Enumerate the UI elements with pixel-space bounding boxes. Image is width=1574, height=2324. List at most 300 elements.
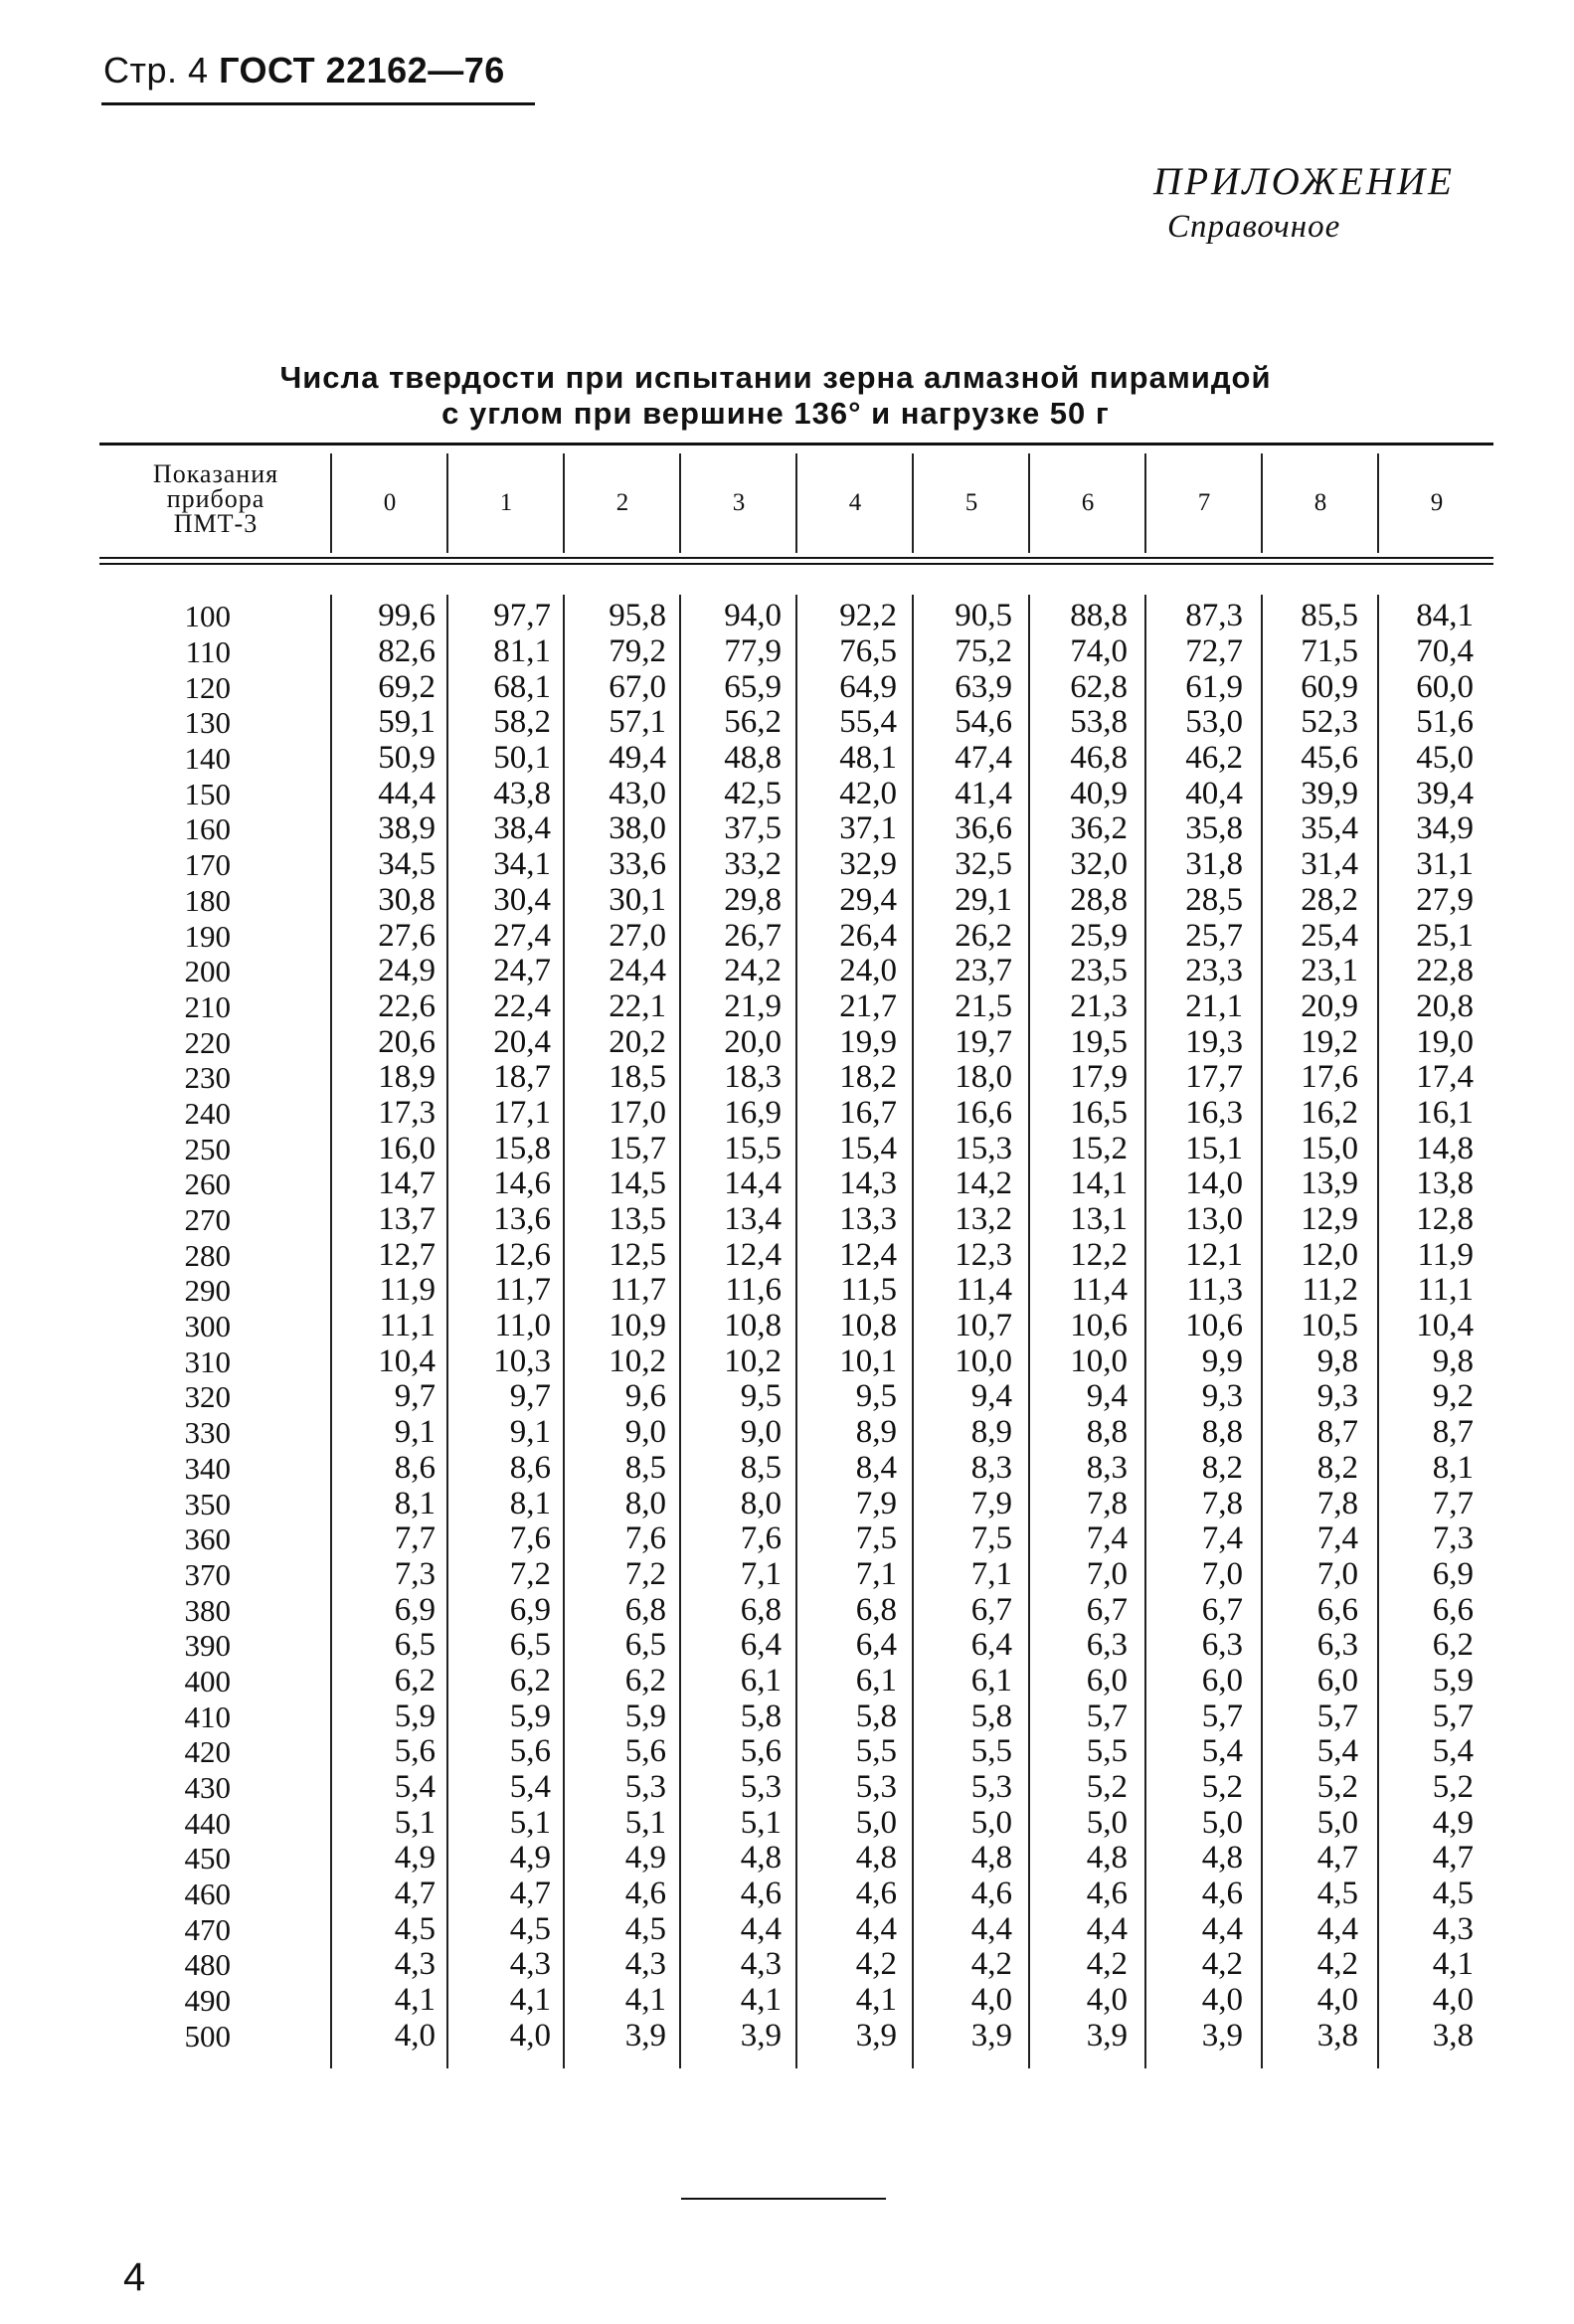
table-row — [99, 989, 1486, 1025]
table-header-rule — [99, 557, 1493, 559]
table-cell: 11,5 — [840, 1272, 897, 1309]
table-cell: 4,6 — [624, 1876, 666, 1912]
table-cell: 4,7 — [1432, 1840, 1474, 1877]
table-cell: 5,1 — [740, 1804, 782, 1841]
table-cell: 16,6 — [955, 1094, 1012, 1131]
row-label: 200 — [184, 954, 231, 989]
table-cell: 12,4 — [724, 1236, 782, 1273]
table-cell: 21,5 — [955, 987, 1012, 1024]
table-cell: 72,7 — [1185, 633, 1243, 670]
table-cell: 8,2 — [1316, 1449, 1358, 1486]
table-cell: 4,1 — [740, 1982, 782, 2019]
table-cell: 22,8 — [1416, 953, 1474, 989]
table-cell: 6,2 — [1432, 1627, 1474, 1664]
row-gap — [231, 1343, 330, 1379]
table-cell: 4,2 — [1201, 1946, 1243, 1983]
row-label: 270 — [184, 1202, 231, 1238]
row-gap — [231, 1237, 330, 1273]
table-cell: 12,4 — [839, 1236, 897, 1273]
table-cell: 7,1 — [855, 1555, 897, 1592]
table-row — [99, 669, 1486, 705]
row-gap — [231, 1805, 330, 1841]
table-cell: 5,2 — [1316, 1769, 1358, 1806]
table-row — [99, 1698, 1486, 1734]
table-cell: 4,7 — [1316, 1840, 1358, 1877]
row-gap — [231, 741, 330, 777]
row-gap — [231, 634, 330, 670]
row-header-line-1: Показания — [152, 459, 279, 488]
table-cell: 10,2 — [724, 1342, 782, 1379]
table-row — [99, 1379, 1486, 1415]
table-cell: 67,0 — [609, 668, 666, 705]
table-cell: 5,2 — [1432, 1769, 1474, 1806]
table-cell: 17,4 — [1416, 1059, 1474, 1096]
table-cell: 76,5 — [839, 633, 897, 670]
table-cell: 4,5 — [624, 1910, 666, 1947]
table-cell: 32,0 — [1070, 846, 1128, 883]
row-label: 260 — [184, 1166, 231, 1202]
table-cell: 25,7 — [1185, 917, 1243, 954]
table-cell: 7,4 — [1201, 1520, 1243, 1557]
table-row — [99, 1841, 1486, 1877]
table-cell: 3,8 — [1316, 2017, 1358, 2054]
table-cell: 4,0 — [970, 1982, 1012, 2019]
table-cell: 9,0 — [740, 1414, 782, 1451]
table-cell: 65,9 — [724, 668, 782, 705]
table-cell: 9,5 — [855, 1378, 897, 1415]
table-cell: 18,3 — [724, 1059, 782, 1096]
table-cell: 7,7 — [1432, 1485, 1474, 1521]
table-cell: 16,0 — [378, 1130, 436, 1166]
table-cell: 4,2 — [1086, 1946, 1128, 1983]
table-cell: 5,6 — [394, 1733, 436, 1770]
table-cell: 56,2 — [724, 704, 782, 741]
table-row — [99, 1947, 1486, 1983]
column-header-8: 8 — [1313, 489, 1327, 516]
page-number: 4 — [123, 2255, 146, 2299]
row-label: 140 — [184, 741, 231, 777]
table-cell: 10,6 — [1070, 1308, 1128, 1344]
table-cell: 5,5 — [855, 1733, 897, 1770]
table-cell: 34,9 — [1416, 810, 1474, 847]
table-cell: 10,0 — [1070, 1342, 1128, 1379]
row-gap — [231, 883, 330, 919]
table-cell: 42,0 — [839, 775, 897, 811]
table-cell: 14,3 — [839, 1165, 897, 1202]
table-cell: 6,5 — [624, 1627, 666, 1664]
table-cell: 7,0 — [1086, 1555, 1128, 1592]
table-row — [99, 1451, 1486, 1487]
table-cell: 9,8 — [1316, 1342, 1358, 1379]
table-cell: 6,3 — [1086, 1627, 1128, 1664]
table-row — [99, 1911, 1486, 1947]
row-gap — [231, 1415, 330, 1451]
table-row — [99, 918, 1486, 954]
table-row — [99, 1664, 1486, 1699]
table-cell: 5,3 — [855, 1769, 897, 1806]
table-cell: 36,2 — [1070, 810, 1128, 847]
table-cell: 4,4 — [740, 1910, 782, 1947]
table-cell: 88,8 — [1070, 598, 1128, 634]
table-row — [99, 954, 1486, 989]
row-gap — [231, 1096, 330, 1132]
table-cell: 5,9 — [624, 1698, 666, 1734]
table-cell: 4,8 — [1201, 1840, 1243, 1877]
table-cell: 42,5 — [724, 775, 782, 811]
table-cell: 36,6 — [955, 810, 1012, 847]
table-cell: 7,8 — [1086, 1485, 1128, 1521]
table-cell: 32,5 — [955, 846, 1012, 883]
table-cell: 9,7 — [394, 1378, 436, 1415]
table-cell: 3,9 — [1086, 2017, 1128, 2054]
table-cell: 17,6 — [1301, 1059, 1358, 1096]
table-cell: 8,3 — [1086, 1449, 1128, 1486]
column-separator — [446, 453, 448, 553]
table-cell: 23,1 — [1301, 953, 1358, 989]
table-cell: 4,9 — [509, 1840, 551, 1877]
row-gap — [231, 1592, 330, 1628]
table-row — [99, 1237, 1486, 1273]
table-cell: 31,4 — [1301, 846, 1358, 883]
table-cell: 82,6 — [378, 633, 436, 670]
row-gap — [231, 705, 330, 741]
hardness-table — [99, 599, 1486, 2054]
table-cell: 29,1 — [955, 881, 1012, 918]
table-cell: 22,4 — [493, 987, 551, 1024]
table-cell: 24,4 — [609, 953, 666, 989]
table-row — [99, 1770, 1486, 1806]
table-cell: 12,7 — [378, 1236, 436, 1273]
table-cell: 8,6 — [509, 1449, 551, 1486]
table-cell: 4,3 — [394, 1946, 436, 1983]
table-cell: 10,6 — [1185, 1308, 1243, 1344]
table-cell: 5,8 — [740, 1698, 782, 1734]
table-cell: 74,0 — [1070, 633, 1128, 670]
table-cell: 48,1 — [839, 740, 897, 777]
column-separator — [795, 453, 797, 553]
table-cell: 7,4 — [1086, 1520, 1128, 1557]
table-cell: 94,0 — [724, 598, 782, 634]
row-label: 170 — [184, 847, 231, 883]
table-cell: 4,2 — [970, 1946, 1012, 1983]
table-cell: 11,1 — [1417, 1272, 1474, 1309]
table-cell: 16,7 — [839, 1094, 897, 1131]
table-cell: 5,3 — [740, 1769, 782, 1806]
table-cell: 11,1 — [379, 1308, 436, 1344]
table-cell: 24,7 — [493, 953, 551, 989]
row-label: 360 — [184, 1521, 231, 1557]
table-cell: 7,0 — [1201, 1555, 1243, 1592]
row-label: 400 — [184, 1663, 231, 1698]
row-gap — [231, 811, 330, 847]
row-gap — [231, 1060, 330, 1096]
table-cell: 5,6 — [740, 1733, 782, 1770]
table-cell: 7,6 — [624, 1520, 666, 1557]
table-cell: 10,2 — [609, 1342, 666, 1379]
table-cell: 46,2 — [1185, 740, 1243, 777]
row-gap — [231, 2019, 330, 2055]
table-cell: 5,0 — [1201, 1804, 1243, 1841]
table-cell: 60,9 — [1301, 668, 1358, 705]
table-cell: 63,9 — [955, 668, 1012, 705]
table-title-line-2: с углом при вершине 136° и нагрузке 50 г — [441, 396, 1110, 431]
table-cell: 25,4 — [1301, 917, 1358, 954]
row-label: 490 — [184, 1983, 231, 2019]
table-cell: 95,8 — [609, 598, 666, 634]
table-cell: 8,3 — [970, 1449, 1012, 1486]
table-cell: 16,5 — [1070, 1094, 1128, 1131]
table-cell: 7,4 — [1316, 1520, 1358, 1557]
table-cell: 4,0 — [509, 2017, 551, 2054]
table-cell: 28,2 — [1301, 881, 1358, 918]
row-gap — [231, 1131, 330, 1166]
table-row — [99, 741, 1486, 777]
table-cell: 6,1 — [970, 1662, 1012, 1698]
row-header-line-2: прибора — [166, 484, 265, 513]
table-cell: 13,0 — [1185, 1201, 1243, 1238]
row-gap — [231, 918, 330, 954]
table-cell: 39,4 — [1416, 775, 1474, 811]
column-header-5: 5 — [964, 489, 978, 516]
table-cell: 17,9 — [1070, 1059, 1128, 1096]
table-cell: 3,9 — [855, 2017, 897, 2054]
table-cell: 21,7 — [839, 987, 897, 1024]
table-cell: 54,6 — [955, 704, 1012, 741]
table-cell: 23,7 — [955, 953, 1012, 989]
table-cell: 20,8 — [1416, 987, 1474, 1024]
row-label: 310 — [184, 1343, 231, 1379]
row-label: 470 — [184, 1911, 231, 1947]
table-row — [99, 1060, 1486, 1096]
row-label: 380 — [184, 1592, 231, 1628]
table-cell: 19,9 — [839, 1023, 897, 1060]
table-row — [99, 1202, 1486, 1238]
table-cell: 18,0 — [955, 1059, 1012, 1096]
table-cell: 38,9 — [378, 810, 436, 847]
row-gap — [231, 1983, 330, 2019]
table-cell: 27,6 — [378, 917, 436, 954]
table-cell: 12,6 — [493, 1236, 551, 1273]
table-top-rule — [99, 443, 1493, 446]
table-cell: 11,7 — [610, 1272, 666, 1309]
table-cell: 18,9 — [378, 1059, 436, 1096]
table-cell: 79,2 — [609, 633, 666, 670]
table-cell: 10,5 — [1301, 1308, 1358, 1344]
table-cell: 5,4 — [1316, 1733, 1358, 1770]
table-cell: 9,2 — [1432, 1378, 1474, 1415]
table-cell: 4,4 — [1201, 1910, 1243, 1947]
table-cell: 9,5 — [740, 1378, 782, 1415]
row-gap — [231, 1877, 330, 1912]
row-label: 100 — [184, 599, 231, 634]
table-cell: 97,7 — [493, 598, 551, 634]
row-gap — [231, 1273, 330, 1309]
table-cell: 58,2 — [493, 704, 551, 741]
row-label: 160 — [184, 811, 231, 847]
table-cell: 15,5 — [724, 1130, 782, 1166]
table-cell: 30,4 — [493, 881, 551, 918]
table-cell: 6,1 — [855, 1662, 897, 1698]
table-cell: 5,9 — [394, 1698, 436, 1734]
table-cell: 4,5 — [394, 1910, 436, 1947]
table-cell: 5,0 — [970, 1804, 1012, 1841]
table-cell: 41,4 — [955, 775, 1012, 811]
row-gap — [231, 1698, 330, 1734]
table-cell: 6,3 — [1201, 1627, 1243, 1664]
table-cell: 69,2 — [378, 668, 436, 705]
table-cell: 5,4 — [1432, 1733, 1474, 1770]
column-header-9: 9 — [1430, 489, 1444, 516]
table-cell: 47,4 — [955, 740, 1012, 777]
row-label: 120 — [184, 669, 231, 705]
table-cell: 8,7 — [1432, 1414, 1474, 1451]
table-cell: 4,0 — [1201, 1982, 1243, 2019]
table-row — [99, 883, 1486, 919]
table-cell: 68,1 — [493, 668, 551, 705]
table-cell: 7,3 — [394, 1555, 436, 1592]
table-cell: 15,7 — [609, 1130, 666, 1166]
table-cell: 19,3 — [1185, 1023, 1243, 1060]
table-cell: 60,0 — [1416, 668, 1474, 705]
row-gap — [231, 1451, 330, 1487]
page-header — [103, 50, 505, 91]
table-cell: 11,9 — [1417, 1236, 1474, 1273]
row-gap — [231, 1947, 330, 1983]
table-cell: 71,5 — [1301, 633, 1358, 670]
table-row — [99, 1592, 1486, 1628]
table-cell: 9,4 — [1086, 1378, 1128, 1415]
row-label: 250 — [184, 1131, 231, 1166]
table-cell: 26,7 — [724, 917, 782, 954]
table-cell: 10,1 — [839, 1342, 897, 1379]
table-cell: 5,8 — [855, 1698, 897, 1734]
row-header-line-3: ПМТ-3 — [173, 509, 259, 538]
table-cell: 4,0 — [1086, 1982, 1128, 2019]
page-ref: Стр. 4 — [103, 50, 209, 90]
table-cell: 5,1 — [394, 1804, 436, 1841]
table-cell: 30,1 — [609, 881, 666, 918]
table-cell: 19,0 — [1416, 1023, 1474, 1060]
table-cell: 8,5 — [624, 1449, 666, 1486]
table-cell: 5,7 — [1432, 1698, 1474, 1734]
row-gap — [231, 1521, 330, 1557]
table-cell: 27,4 — [493, 917, 551, 954]
table-cell: 3,9 — [740, 2017, 782, 2054]
table-cell: 5,6 — [624, 1733, 666, 1770]
table-cell: 5,3 — [970, 1769, 1012, 1806]
table-cell: 12,3 — [955, 1236, 1012, 1273]
table-cell: 13,9 — [1301, 1165, 1358, 1202]
table-cell: 12,5 — [609, 1236, 666, 1273]
row-gap — [231, 1166, 330, 1202]
table-cell: 35,4 — [1301, 810, 1358, 847]
row-label: 130 — [184, 705, 231, 741]
column-separator — [912, 453, 914, 553]
table-cell: 6,2 — [509, 1662, 551, 1698]
table-cell: 13,6 — [493, 1201, 551, 1238]
table-cell: 12,2 — [1070, 1236, 1128, 1273]
table-cell: 9,4 — [970, 1378, 1012, 1415]
row-label: 340 — [184, 1450, 231, 1486]
table-cell: 52,3 — [1301, 704, 1358, 741]
table-cell: 6,7 — [1201, 1591, 1243, 1628]
row-gap — [231, 599, 330, 634]
column-header-1: 1 — [499, 489, 513, 516]
table-cell: 5,1 — [509, 1804, 551, 1841]
table-row — [99, 1628, 1486, 1664]
table-cell: 4,1 — [624, 1982, 666, 2019]
table-cell: 7,5 — [855, 1520, 897, 1557]
table-row — [99, 705, 1486, 741]
table-cell: 10,9 — [609, 1308, 666, 1344]
row-label: 300 — [184, 1309, 231, 1344]
table-cell: 4,6 — [1201, 1876, 1243, 1912]
table-cell: 8,4 — [855, 1449, 897, 1486]
table-cell: 4,5 — [1432, 1876, 1474, 1912]
table-cell: 5,0 — [855, 1804, 897, 1841]
table-cell: 4,1 — [1432, 1946, 1474, 1983]
table-cell: 34,5 — [378, 846, 436, 883]
table-row — [99, 1734, 1486, 1770]
table-cell: 85,5 — [1301, 598, 1358, 634]
table-cell: 8,1 — [1432, 1449, 1474, 1486]
table-cell: 7,6 — [740, 1520, 782, 1557]
table-cell: 7,9 — [970, 1485, 1012, 1521]
table-cell: 50,1 — [493, 740, 551, 777]
table-cell: 50,9 — [378, 740, 436, 777]
table-cell: 49,4 — [609, 740, 666, 777]
table-cell: 7,2 — [509, 1555, 551, 1592]
table-cell: 5,4 — [509, 1769, 551, 1806]
table-cell: 46,8 — [1070, 740, 1128, 777]
table-cell: 61,9 — [1185, 668, 1243, 705]
table-cell: 8,5 — [740, 1449, 782, 1486]
row-label: 370 — [184, 1556, 231, 1592]
table-cell: 6,4 — [970, 1627, 1012, 1664]
table-cell: 55,4 — [839, 704, 897, 741]
table-cell: 5,0 — [1086, 1804, 1128, 1841]
table-cell: 38,4 — [493, 810, 551, 847]
table-cell: 9,6 — [624, 1378, 666, 1415]
row-gap — [231, 1770, 330, 1806]
table-cell: 5,1 — [624, 1804, 666, 1841]
table-cell: 57,1 — [609, 704, 666, 741]
row-label: 430 — [184, 1770, 231, 1806]
table-cell: 21,9 — [724, 987, 782, 1024]
table-cell: 5,4 — [1201, 1733, 1243, 1770]
column-separator — [330, 453, 332, 553]
table-cell: 4,4 — [855, 1910, 897, 1947]
table-cell: 8,7 — [1316, 1414, 1358, 1451]
table-cell: 7,6 — [509, 1520, 551, 1557]
table-cell: 8,0 — [740, 1485, 782, 1521]
table-title-line-1: Числа твердости при испытании зерна алмазной пирамидой — [279, 360, 1272, 395]
table-cell: 5,5 — [970, 1733, 1012, 1770]
table-row — [99, 776, 1486, 811]
row-gap — [231, 776, 330, 811]
table-cell: 12,8 — [1416, 1201, 1474, 1238]
table-cell: 92,2 — [839, 598, 897, 634]
column-header-0: 0 — [383, 489, 397, 516]
column-separator — [1028, 453, 1030, 553]
table-cell: 48,8 — [724, 740, 782, 777]
table-cell: 20,4 — [493, 1023, 551, 1060]
table-row — [99, 847, 1486, 883]
table-cell: 6,7 — [970, 1591, 1012, 1628]
table-cell: 6,2 — [624, 1662, 666, 1698]
table-cell: 27,9 — [1416, 881, 1474, 918]
table-cell: 17,0 — [609, 1094, 666, 1131]
